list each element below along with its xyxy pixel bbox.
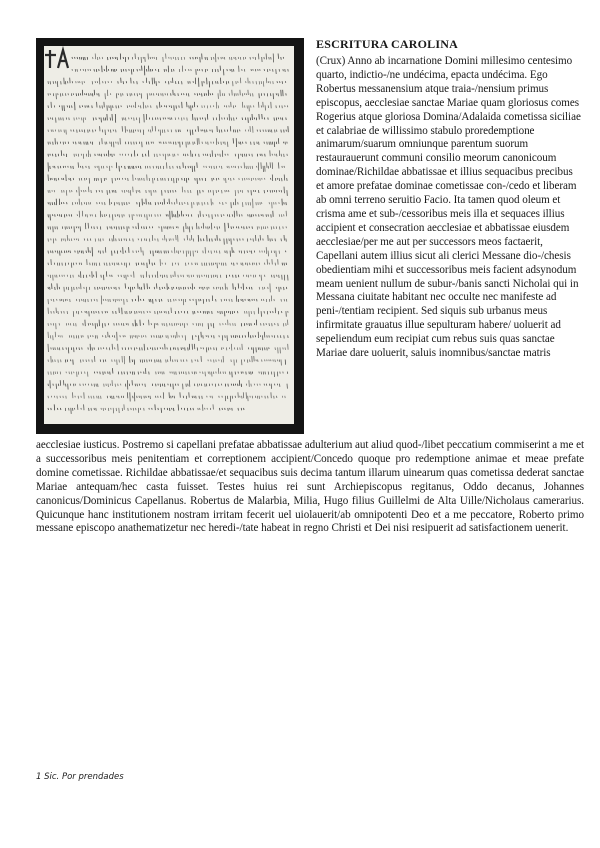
manuscript-line (48, 356, 286, 366)
manuscript-line (48, 199, 286, 209)
manuscript-line (48, 271, 288, 280)
manuscript-line (48, 404, 244, 414)
manuscript-line (48, 247, 286, 257)
manuscript-line (48, 344, 288, 354)
manuscript-line (48, 211, 287, 221)
manuscript-line (48, 162, 284, 172)
footnote: 1 Sic. Por prendades (36, 772, 124, 782)
transcription-paragraph-bottom: aecclesiae iusticus. Postremo si capellani prefatae abbatissae adulterium aut aliud quod-/libet peccatium commiserint a me et a successoribus meis penitentiam et correptionem accipient/Concedo quoque pro redemptione animae et meae prefate domine cometissae. Richildae abbatissae/et sequacibus suis decima tantum illarum uinearum quas cometissa dederat sanctae Mariae antequam/hec casta fuisset. Testes huius rei sunt Archiepiscopus regitanus, Oddo decanus, Johannes canonicus/Dominicus Capellanus. Robertus de Malarbia, Milia, Hugo filius Guillelmi de Alta Uille/Nicholaus camerarius. Quicunque hanc institutionem nostram irritam fecerit uel uiolauerit/ab omnipotenti Deo et a me peccatore, Roberto primo messane episcopo anathematizetur nec heredi-/tate habeat in regno Christi et Dei nisi resipuerit ad satisfactionem uenerit. (36, 439, 584, 535)
manuscript-line (48, 235, 286, 245)
manuscript-line (48, 259, 287, 268)
manuscript-line (48, 392, 285, 402)
manuscript-line (48, 308, 288, 317)
transcription-paragraph-top: (Crux) Anno ab incarnatione Domini millesimo centesimo quarto, indictio-/ne undécima, epacta undécima. Ego Robertus messanensium atque traia-/nensium primus episcopus, aecclesiae sanctae Mariae quam gloriosus comes Rogerius atque gloriosa Domina/Adalaida cometissa siciliae et calabriae de willissimo stabulo proredemptione animarum/suarum omniunque parentum suorum restaurauerunt communi consilio meorum canonicoum dominae/Richildae abbatissae et illius sequacibus precibus et amore prefatae dominae cometissae con-/cedo et liberam ab omni terreno seruitio Facio. Ita tamen quod oleum et crisma ame et sub-/cessoribus meis illa et sequaces illius accipient et consecration aecclesiae et abbatissae eiusdem aecclesiae/per me aut per successors meos factaerit, Capellani autem illius sicut ali clerici Messane dio-/chesis obedientiam mihi et successoribus meis facient adsynodum meam uenient nullum de subur-/banis sancti Nicholai qui in Messana ciuitate habitant nec occulte nec manifeste ad peni-/tentiam recipient. Sed siquis sub urbanus meus infirmitate grauatus illue sepulturam habere/ uoluerit ad sepeliendum eum recipiat cum rebus suis quas sanctae Mariae dare uoluerit, saluis inomnibus/sanctae matris (316, 55, 581, 360)
manuscript-line (48, 102, 288, 112)
manuscript-line (48, 78, 286, 88)
manuscript-initial (45, 50, 68, 68)
manuscript-line (48, 332, 288, 341)
manuscript-line (72, 66, 288, 76)
manuscript-line (48, 380, 287, 389)
manuscript-line (48, 283, 287, 292)
manuscript-line (48, 175, 287, 184)
manuscript-line (48, 368, 288, 377)
manuscript-image (36, 38, 304, 434)
document-title: ESCRITURA CAROLINA (316, 37, 458, 51)
manuscript-line (72, 54, 284, 63)
manuscript-parchment (44, 46, 294, 424)
manuscript-line (48, 150, 287, 160)
manuscript-line (48, 138, 287, 147)
manuscript-line (48, 296, 287, 306)
manuscript-line (48, 320, 288, 330)
manuscript-line (48, 126, 288, 135)
manuscript-line (48, 90, 286, 100)
manuscript-line (48, 114, 286, 123)
manuscript-line (48, 187, 287, 196)
manuscript-script-lines (44, 46, 294, 424)
manuscript-line (48, 223, 286, 233)
